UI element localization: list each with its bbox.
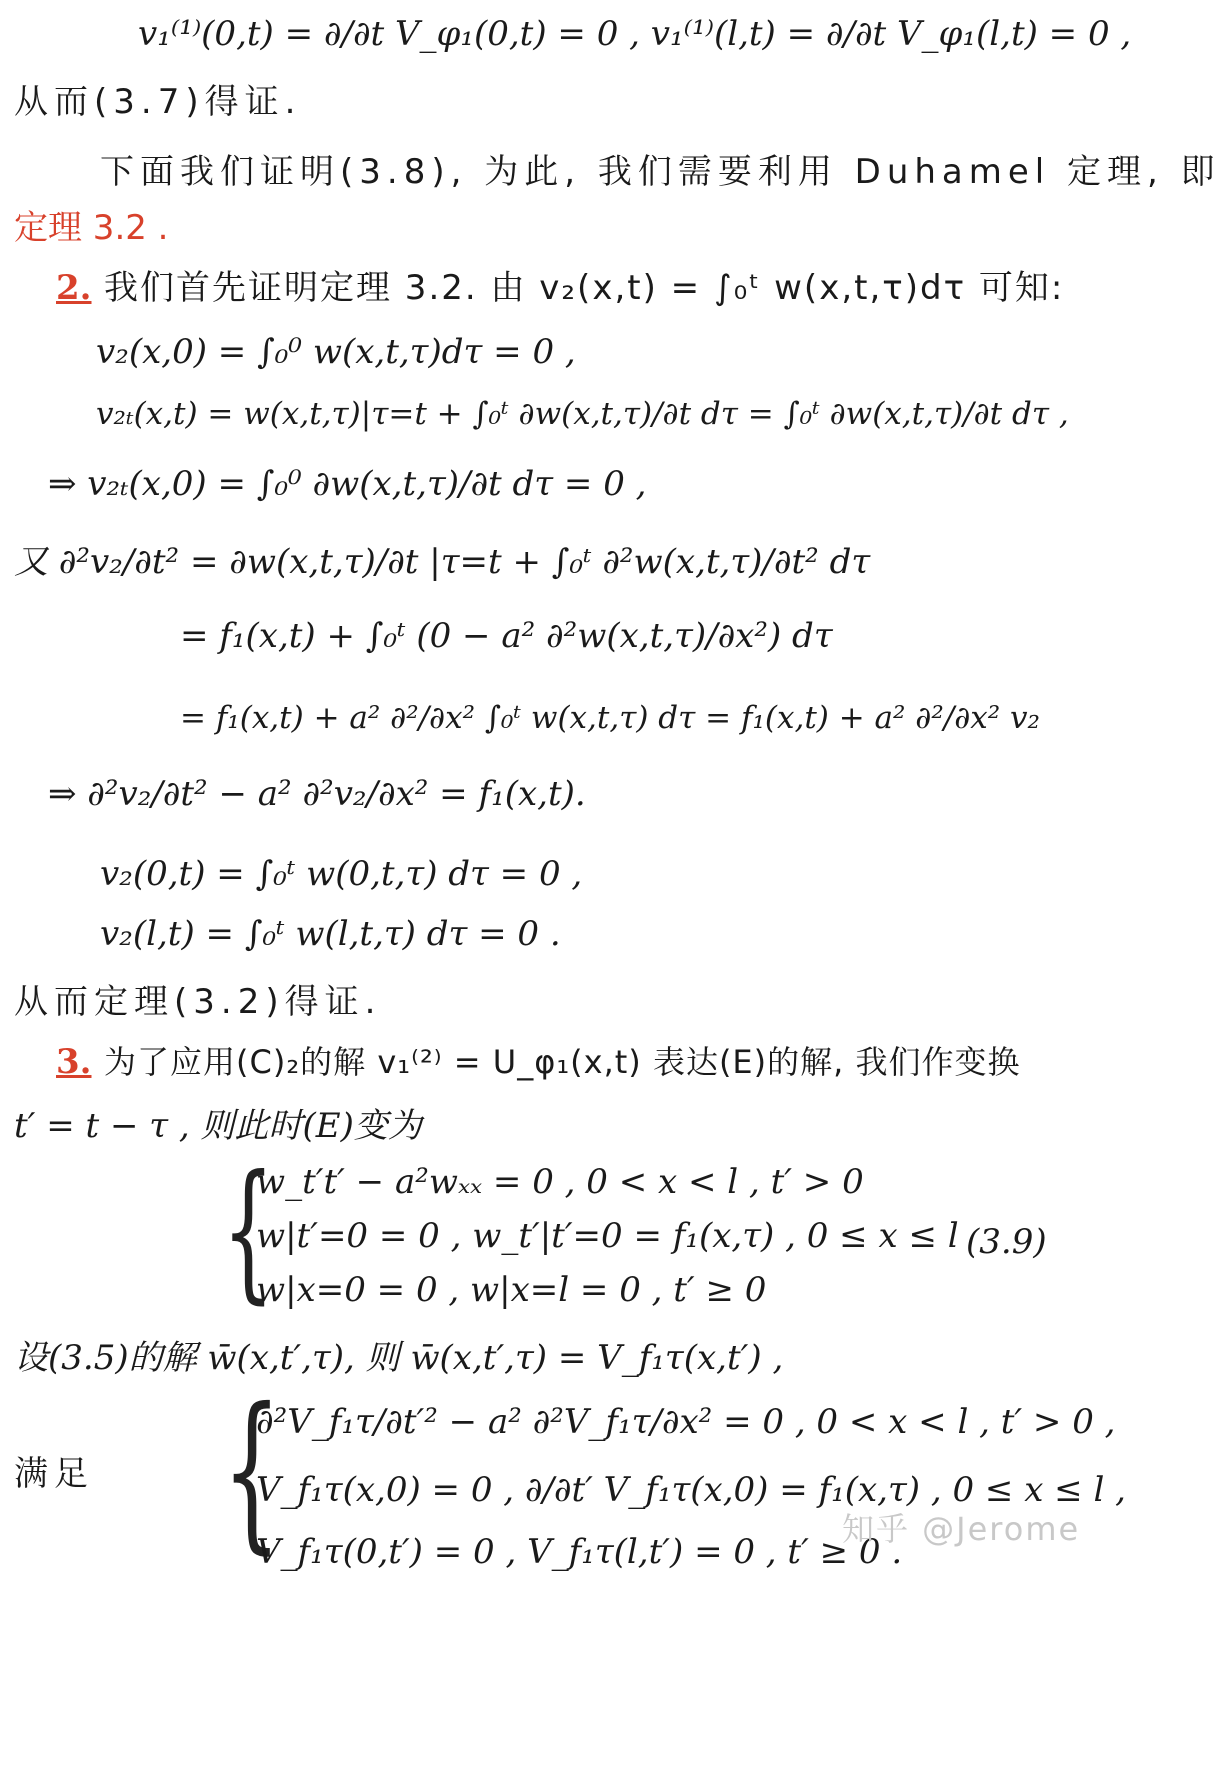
step-2-marker: 2. — [56, 268, 92, 308]
duhamel-intro: 下面我们证明(3.8), 为此, 我们需要利用 Duhamel 定理, 即 — [100, 152, 1221, 192]
system-3-9-eq3: w|x=0 = 0 , w|x=l = 0 , t′ ≥ 0 — [256, 1270, 767, 1310]
eq-v2-second-derivative: 又 ∂²v₂/∂t² = ∂w(x,t,τ)/∂t |τ=t + ∫₀ᵗ ∂²w(x,t,τ)/∂t² dτ — [14, 542, 871, 582]
step-2-intro: 我们首先证明定理 3.2. 由 v₂(x,t) = ∫₀ᵗ w(x,t,τ)dτ 可知: — [104, 268, 1065, 308]
equation-number-3-9: (3.9) — [966, 1222, 1047, 1262]
eq-v2-initial: v₂(x,0) = ∫₀⁰ w(x,t,τ)dτ = 0 , — [96, 332, 576, 372]
eq-step-result: = f₁(x,t) + a² ∂²/∂x² ∫₀ᵗ w(x,t,τ) dτ = f₁(x,t) + a² ∂²/∂x² v₂ — [180, 700, 1040, 736]
system-vf-eq3: V_f₁τ(0,t′) = 0 , V_f₁τ(l,t′) = 0 , t′ ≥ 0 . — [256, 1532, 903, 1572]
boundary-condition-line: v₁⁽¹⁾(0,t) = ∂/∂t V_φ₁(0,t) = 0 , v₁⁽¹⁾(l,t) = ∂/∂t V_φ₁(l,t) = 0 , — [138, 14, 1132, 54]
step-3-marker: 3. — [56, 1042, 92, 1082]
proof-done-3-7: 从而(3.7)得证. — [14, 82, 302, 122]
eq-boundary-left: v₂(0,t) = ∫₀ᵗ w(0,t,τ) dτ = 0 , — [100, 854, 583, 894]
eq-step-substitute: = f₁(x,t) + ∫₀ᵗ (0 − a² ∂²w(x,t,τ)/∂x²) dτ — [180, 616, 833, 656]
change-of-variable: t′ = t − τ , 则此时(E)变为 — [14, 1106, 422, 1146]
system-3-9-eq1: w_t′t′ − a²wₓₓ = 0 , 0 < x < l , t′ > 0 — [256, 1162, 864, 1202]
system-3-9-eq2: w|t′=0 = 0 , w_t′|t′=0 = f₁(x,τ) , 0 ≤ x ≤ l — [256, 1216, 959, 1256]
system-vf-eq2: V_f₁τ(x,0) = 0 , ∂/∂t′ V_f₁τ(x,0) = f₁(x,τ) , 0 ≤ x ≤ l , — [256, 1470, 1126, 1510]
eq-wave-equation: ⇒ ∂²v₂/∂t² − a² ∂²v₂/∂x² = f₁(x,t). — [48, 774, 586, 814]
theorem-3-2-heading: 定理 3.2 . — [14, 208, 169, 248]
step-3-intro: 为了应用(C)₂的解 v₁⁽²⁾ = U_φ₁(x,t) 表达(E)的解, 我们作变换 — [104, 1043, 1021, 1081]
system-vf-eq1: ∂²V_f₁τ/∂t′² − a² ∂²V_f₁τ/∂x² = 0 , 0 < x < l , t′ > 0 , — [256, 1402, 1116, 1442]
eq-v2t-initial: ⇒ v₂ₜ(x,0) = ∫₀⁰ ∂w(x,t,τ)/∂t dτ = 0 , — [48, 464, 647, 504]
system-3-9-brace: { — [222, 1144, 275, 1318]
proof-done-theorem-3-2: 从而定理(3.2)得证. — [14, 982, 382, 1022]
system-vf-brace: { — [222, 1372, 282, 1570]
solution-definition: 设(3.5)的解 w̄(x,t′,τ), 则 w̄(x,t′,τ) = V_f₁τ(x,t′) , — [14, 1338, 784, 1378]
eq-boundary-right: v₂(l,t) = ∫₀ᵗ w(l,t,τ) dτ = 0 . — [100, 914, 561, 954]
eq-v2t-derivative: v₂ₜ(x,t) = w(x,t,τ)|τ=t + ∫₀ᵗ ∂w(x,t,τ)/∂t dτ = ∫₀ᵗ ∂w(x,t,τ)/∂t dτ , — [96, 396, 1069, 432]
zhihu-watermark: 知乎 @Jerome — [842, 1510, 1081, 1548]
satisfies-label: 满足 — [14, 1454, 94, 1494]
